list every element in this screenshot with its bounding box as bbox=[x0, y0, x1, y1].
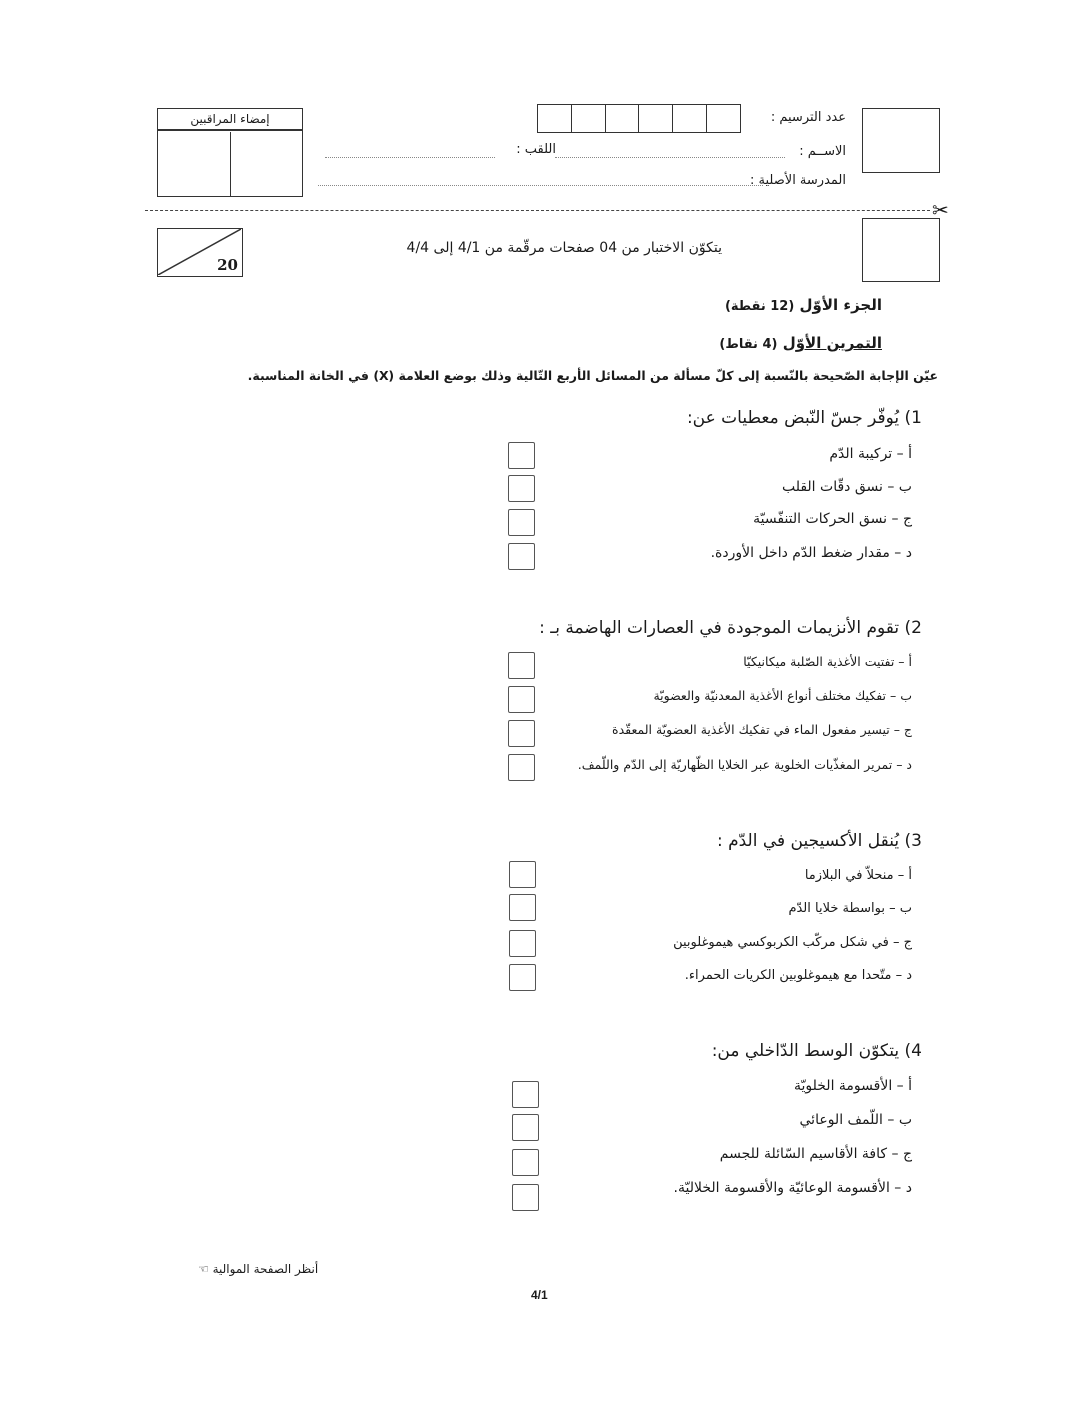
registration-label: عدد الترسيم : bbox=[770, 110, 846, 125]
page-number: 4/1 bbox=[531, 1288, 548, 1302]
pointing-hand-icon: ☜ bbox=[198, 1262, 209, 1276]
corner-box-top bbox=[862, 108, 940, 173]
exercise-points: (4 نقاط) bbox=[719, 337, 778, 352]
question-1-checkbox-a[interactable] bbox=[508, 442, 535, 469]
question-1-checkbox-d[interactable] bbox=[508, 543, 535, 570]
question-2-checkbox-b[interactable] bbox=[508, 686, 535, 713]
part-title: الجزء الأوّل bbox=[799, 296, 882, 314]
exercise-title: التمرين الأوّل bbox=[782, 334, 882, 352]
exercise-heading bbox=[719, 334, 882, 352]
question-2-option-a: أ – تفتيت الأغذية الصّلبة ميكانيكيّا bbox=[743, 654, 912, 669]
pages-notice: يتكوّن الاختبار من 04 صفحات مرقّمة من 4/1 إلى 4/4 bbox=[406, 240, 722, 256]
question-2-checkbox-a[interactable] bbox=[508, 652, 535, 679]
question-2-checkbox-d[interactable] bbox=[508, 754, 535, 781]
registration-cell[interactable] bbox=[606, 105, 640, 132]
surname-field[interactable] bbox=[325, 157, 495, 158]
registration-cell[interactable] bbox=[639, 105, 673, 132]
registration-cell[interactable] bbox=[572, 105, 606, 132]
question-1-checkbox-b[interactable] bbox=[508, 475, 535, 502]
question-1-title: 1) يُوفّر جسّ النّبض معطيات عن: bbox=[686, 408, 922, 428]
registration-cell[interactable] bbox=[707, 105, 740, 132]
corner-box-bottom bbox=[862, 218, 940, 282]
part-points: (12 نقطة) bbox=[724, 299, 795, 314]
question-4-option-b: ب – اللّمف الوعائي bbox=[799, 1112, 912, 1128]
next-page-text: أنظر الصفحة الموالية bbox=[212, 1262, 319, 1276]
question-2-option-d: د – تمرير المغذّيات الخلوية عبر الخلايا الظّهاريّة إلى الدّم واللّمف. bbox=[577, 757, 912, 772]
question-2-option-c: ج – تيسير مفعول الماء في تفكيك الأغذية العضويّة المعقّدة bbox=[612, 722, 912, 737]
question-1-option-c: ج – نسق الحركات التنفّسيّة bbox=[753, 511, 912, 527]
question-2-checkbox-c[interactable] bbox=[508, 720, 535, 747]
proctors-label: إمضاء المراقبين bbox=[158, 109, 302, 131]
next-page-notice bbox=[198, 1262, 318, 1276]
question-3-title: 3) يُنقل الأكسيجين في الدّم : bbox=[716, 831, 922, 851]
question-4-checkbox-b[interactable] bbox=[512, 1114, 539, 1141]
registration-cell[interactable] bbox=[673, 105, 707, 132]
proctor-signature-cell[interactable] bbox=[158, 132, 231, 196]
question-4-option-d: د – الأقسومة الوعائيّة والأقسومة الخلاليّة. bbox=[673, 1180, 912, 1196]
question-4-checkbox-a[interactable] bbox=[512, 1081, 539, 1108]
name-label: الاســم : bbox=[799, 144, 846, 159]
question-3-checkbox-b[interactable] bbox=[509, 894, 536, 921]
name-field[interactable] bbox=[555, 157, 785, 158]
question-1-option-d: د – مقدار ضغط الدّم داخل الأوردة. bbox=[710, 545, 912, 561]
question-4-option-c: ج – كافة الأقاسيم السّائلة للجسم bbox=[719, 1146, 912, 1162]
question-3-checkbox-a[interactable] bbox=[509, 861, 536, 888]
question-1-option-b: ب – نسق دقّات القلب bbox=[781, 479, 912, 495]
school-label: المدرسة الأصلية : bbox=[750, 173, 846, 188]
school-field[interactable] bbox=[318, 185, 763, 186]
question-4-option-a: أ – الأقسومة الخلويّة bbox=[794, 1078, 912, 1094]
registration-cells[interactable] bbox=[537, 104, 741, 133]
proctors-signature-box bbox=[157, 108, 303, 197]
question-1-option-a: أ – تركيبة الدّم bbox=[829, 446, 912, 462]
question-3-option-d: د – متّحدا مع هيموغلوبين الكريات الحمراء. bbox=[684, 968, 912, 983]
question-3-option-c: ج – في شكل مركّب الكربوكسي هيموغلوبين bbox=[673, 935, 912, 950]
question-2-title: 2) تقوم الأنزيمات الموجودة في العصارات الهاضمة بـ : bbox=[539, 618, 922, 638]
question-4-checkbox-d[interactable] bbox=[512, 1184, 539, 1211]
question-3-checkbox-d[interactable] bbox=[509, 964, 536, 991]
question-3-option-a: أ – منحلاّ في البلازما bbox=[804, 868, 912, 883]
surname-label: اللقب : bbox=[516, 142, 556, 157]
score-box bbox=[157, 228, 243, 277]
question-3-checkbox-c[interactable] bbox=[509, 930, 536, 957]
question-1-checkbox-c[interactable] bbox=[508, 509, 535, 536]
registration-cell[interactable] bbox=[538, 105, 572, 132]
scissors-icon: ✂ bbox=[932, 198, 949, 222]
question-2-option-b: ب – تفكيك مختلف أنواع الأغذية المعدنيّة والعضويّة bbox=[653, 688, 912, 703]
exercise-instruction: عيّن الإجابة الصّحيحة بالنّسبة إلى كلّ مسألة من المسائل الأربع التّالية وذلك بوضع العلامة (X) في الخانة المناسبة. bbox=[247, 368, 938, 383]
part-heading bbox=[725, 296, 882, 314]
question-3-option-b: ب – بواسطة خلايا الدّم bbox=[788, 901, 912, 916]
question-4-title: 4) يتكوّن الوسط الدّاخلي من: bbox=[711, 1041, 922, 1061]
question-4-checkbox-c[interactable] bbox=[512, 1149, 539, 1176]
score-total: 20 bbox=[217, 256, 238, 274]
cut-line bbox=[145, 210, 930, 211]
